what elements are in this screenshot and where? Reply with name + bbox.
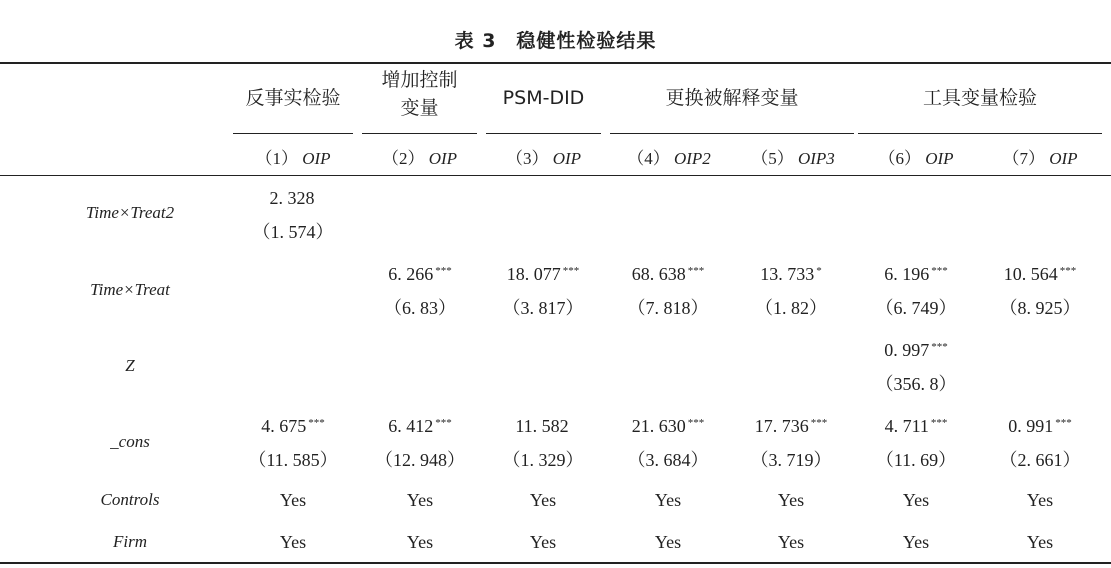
row-label: Z: [125, 356, 135, 375]
yes-cell: Yes: [279, 490, 307, 510]
significance-stars: ***: [435, 417, 452, 429]
significance-stars: ***: [1055, 417, 1072, 429]
standard-error: （2. 661）: [999, 450, 1081, 470]
row-label: Time×Treat: [90, 280, 170, 299]
standard-error: （1. 82）: [755, 298, 827, 318]
standard-error: （8. 925）: [999, 298, 1081, 318]
coefficient-cell: [978, 264, 1102, 285]
row-label: Firm: [113, 532, 147, 551]
group-header-replace-dependent: 更换被解释变量: [665, 87, 799, 109]
coefficient-value: 17. 736: [754, 416, 809, 436]
top-rule: [0, 62, 1111, 64]
coefficient-cell: [481, 264, 605, 285]
coefficient-cell: [729, 264, 853, 285]
coefficient-value: 6. 266: [388, 264, 434, 284]
significance-stars: ***: [930, 417, 948, 429]
yes-cell: Yes: [529, 532, 557, 552]
standard-error: （1. 574）: [252, 222, 334, 242]
standard-error: （12. 948）: [375, 450, 465, 470]
coefficient-cell: [231, 416, 355, 437]
yes-cell: Yes: [654, 532, 682, 552]
coefficient-value: 18. 077: [506, 264, 561, 284]
significance-stars: *: [816, 265, 822, 277]
coefficient-value: 10. 564: [1003, 264, 1058, 284]
yes-cell: Yes: [777, 532, 805, 552]
standard-error: （11. 69）: [875, 450, 957, 470]
table-title: 表 3 稳健性检验结果: [454, 30, 657, 52]
standard-error: （3. 719）: [750, 450, 832, 470]
coefficient-value: 4. 711: [884, 416, 929, 436]
bottom-rule: [0, 562, 1111, 564]
coefficient-cell: [854, 264, 978, 285]
significance-stars: ***: [687, 265, 705, 277]
coefficient-value: 2. 328: [269, 188, 315, 208]
group-underline: [233, 133, 353, 134]
coefficient-value: 68. 638: [631, 264, 686, 284]
column-header-4: （4） OIP2: [627, 149, 711, 168]
coefficient-value: 11. 582: [515, 416, 569, 436]
yes-cell: Yes: [777, 490, 805, 510]
row-label: _cons: [110, 432, 150, 451]
significance-stars: ***: [687, 417, 705, 429]
group-header-psm-did: PSM-DID: [502, 87, 585, 109]
coefficient-cell: [978, 416, 1102, 437]
standard-error: （356. 8）: [875, 374, 957, 394]
yes-cell: Yes: [902, 490, 930, 510]
yes-cell: Yes: [654, 490, 682, 510]
column-header-2: （2） OIP: [381, 149, 458, 168]
standard-error: （7. 818）: [627, 298, 709, 318]
group-header-added-controls-line2: 变量: [400, 97, 439, 119]
yes-cell: Yes: [1026, 490, 1054, 510]
significance-stars: ***: [810, 417, 828, 429]
yes-cell: Yes: [406, 532, 434, 552]
yes-cell: Yes: [279, 532, 307, 552]
standard-error: （3. 817）: [502, 298, 584, 318]
group-underline: [486, 133, 601, 134]
row-label: Time×Treat2: [85, 203, 175, 222]
standard-error: （1. 329）: [502, 450, 584, 470]
coefficient-cell: [729, 416, 853, 437]
standard-error: （6. 749）: [875, 298, 957, 318]
coefficient-cell: [854, 416, 978, 437]
yes-cell: Yes: [902, 532, 930, 552]
coefficient-cell: [358, 416, 482, 437]
coefficient-value: 13. 733: [760, 264, 815, 284]
group-underline: [362, 133, 477, 134]
group-underline: [610, 133, 854, 134]
standard-error: （11. 585）: [248, 450, 338, 470]
significance-stars: ***: [562, 265, 580, 277]
row-label: Controls: [100, 490, 160, 509]
significance-stars: ***: [931, 265, 948, 277]
coefficient-cell: [231, 188, 355, 209]
coefficient-value: 6. 196: [884, 264, 930, 284]
column-header-6: （6） OIP: [878, 149, 954, 168]
column-header-5: （5） OIP3: [751, 149, 835, 168]
significance-stars: ***: [1059, 265, 1077, 277]
coefficient-cell: [606, 416, 730, 437]
group-underline: [858, 133, 1102, 134]
coefficient-value: 0. 991: [1008, 416, 1054, 436]
yes-cell: Yes: [1026, 532, 1054, 552]
standard-error: （3. 684）: [627, 450, 709, 470]
significance-stars: ***: [931, 341, 948, 353]
column-header-7: （7） OIP: [1002, 149, 1078, 168]
group-header-added-controls: [362, 66, 477, 122]
coefficient-value: 0. 997: [884, 340, 930, 360]
significance-stars: ***: [435, 265, 452, 277]
header-rule: [0, 175, 1111, 176]
coefficient-value: 4. 675: [261, 416, 307, 436]
coefficient-cell: [358, 264, 482, 285]
coefficient-cell: [854, 340, 978, 361]
coefficient-cell: [481, 416, 605, 437]
column-header-1: （1） OIP: [255, 149, 331, 168]
column-header-3: （3） OIP: [505, 149, 582, 168]
yes-cell: Yes: [529, 490, 557, 510]
yes-cell: Yes: [406, 490, 434, 510]
coefficient-value: 21. 630: [631, 416, 686, 436]
coefficient-value: 6. 412: [388, 416, 434, 436]
group-header-counterfactual: 反事实检验: [245, 87, 341, 109]
group-header-added-controls-line1: 增加控制: [381, 69, 458, 91]
significance-stars: ***: [308, 417, 325, 429]
standard-error: （6. 83）: [384, 298, 456, 318]
group-header-instrument: 工具变量检验: [922, 87, 1037, 109]
coefficient-cell: [606, 264, 730, 285]
